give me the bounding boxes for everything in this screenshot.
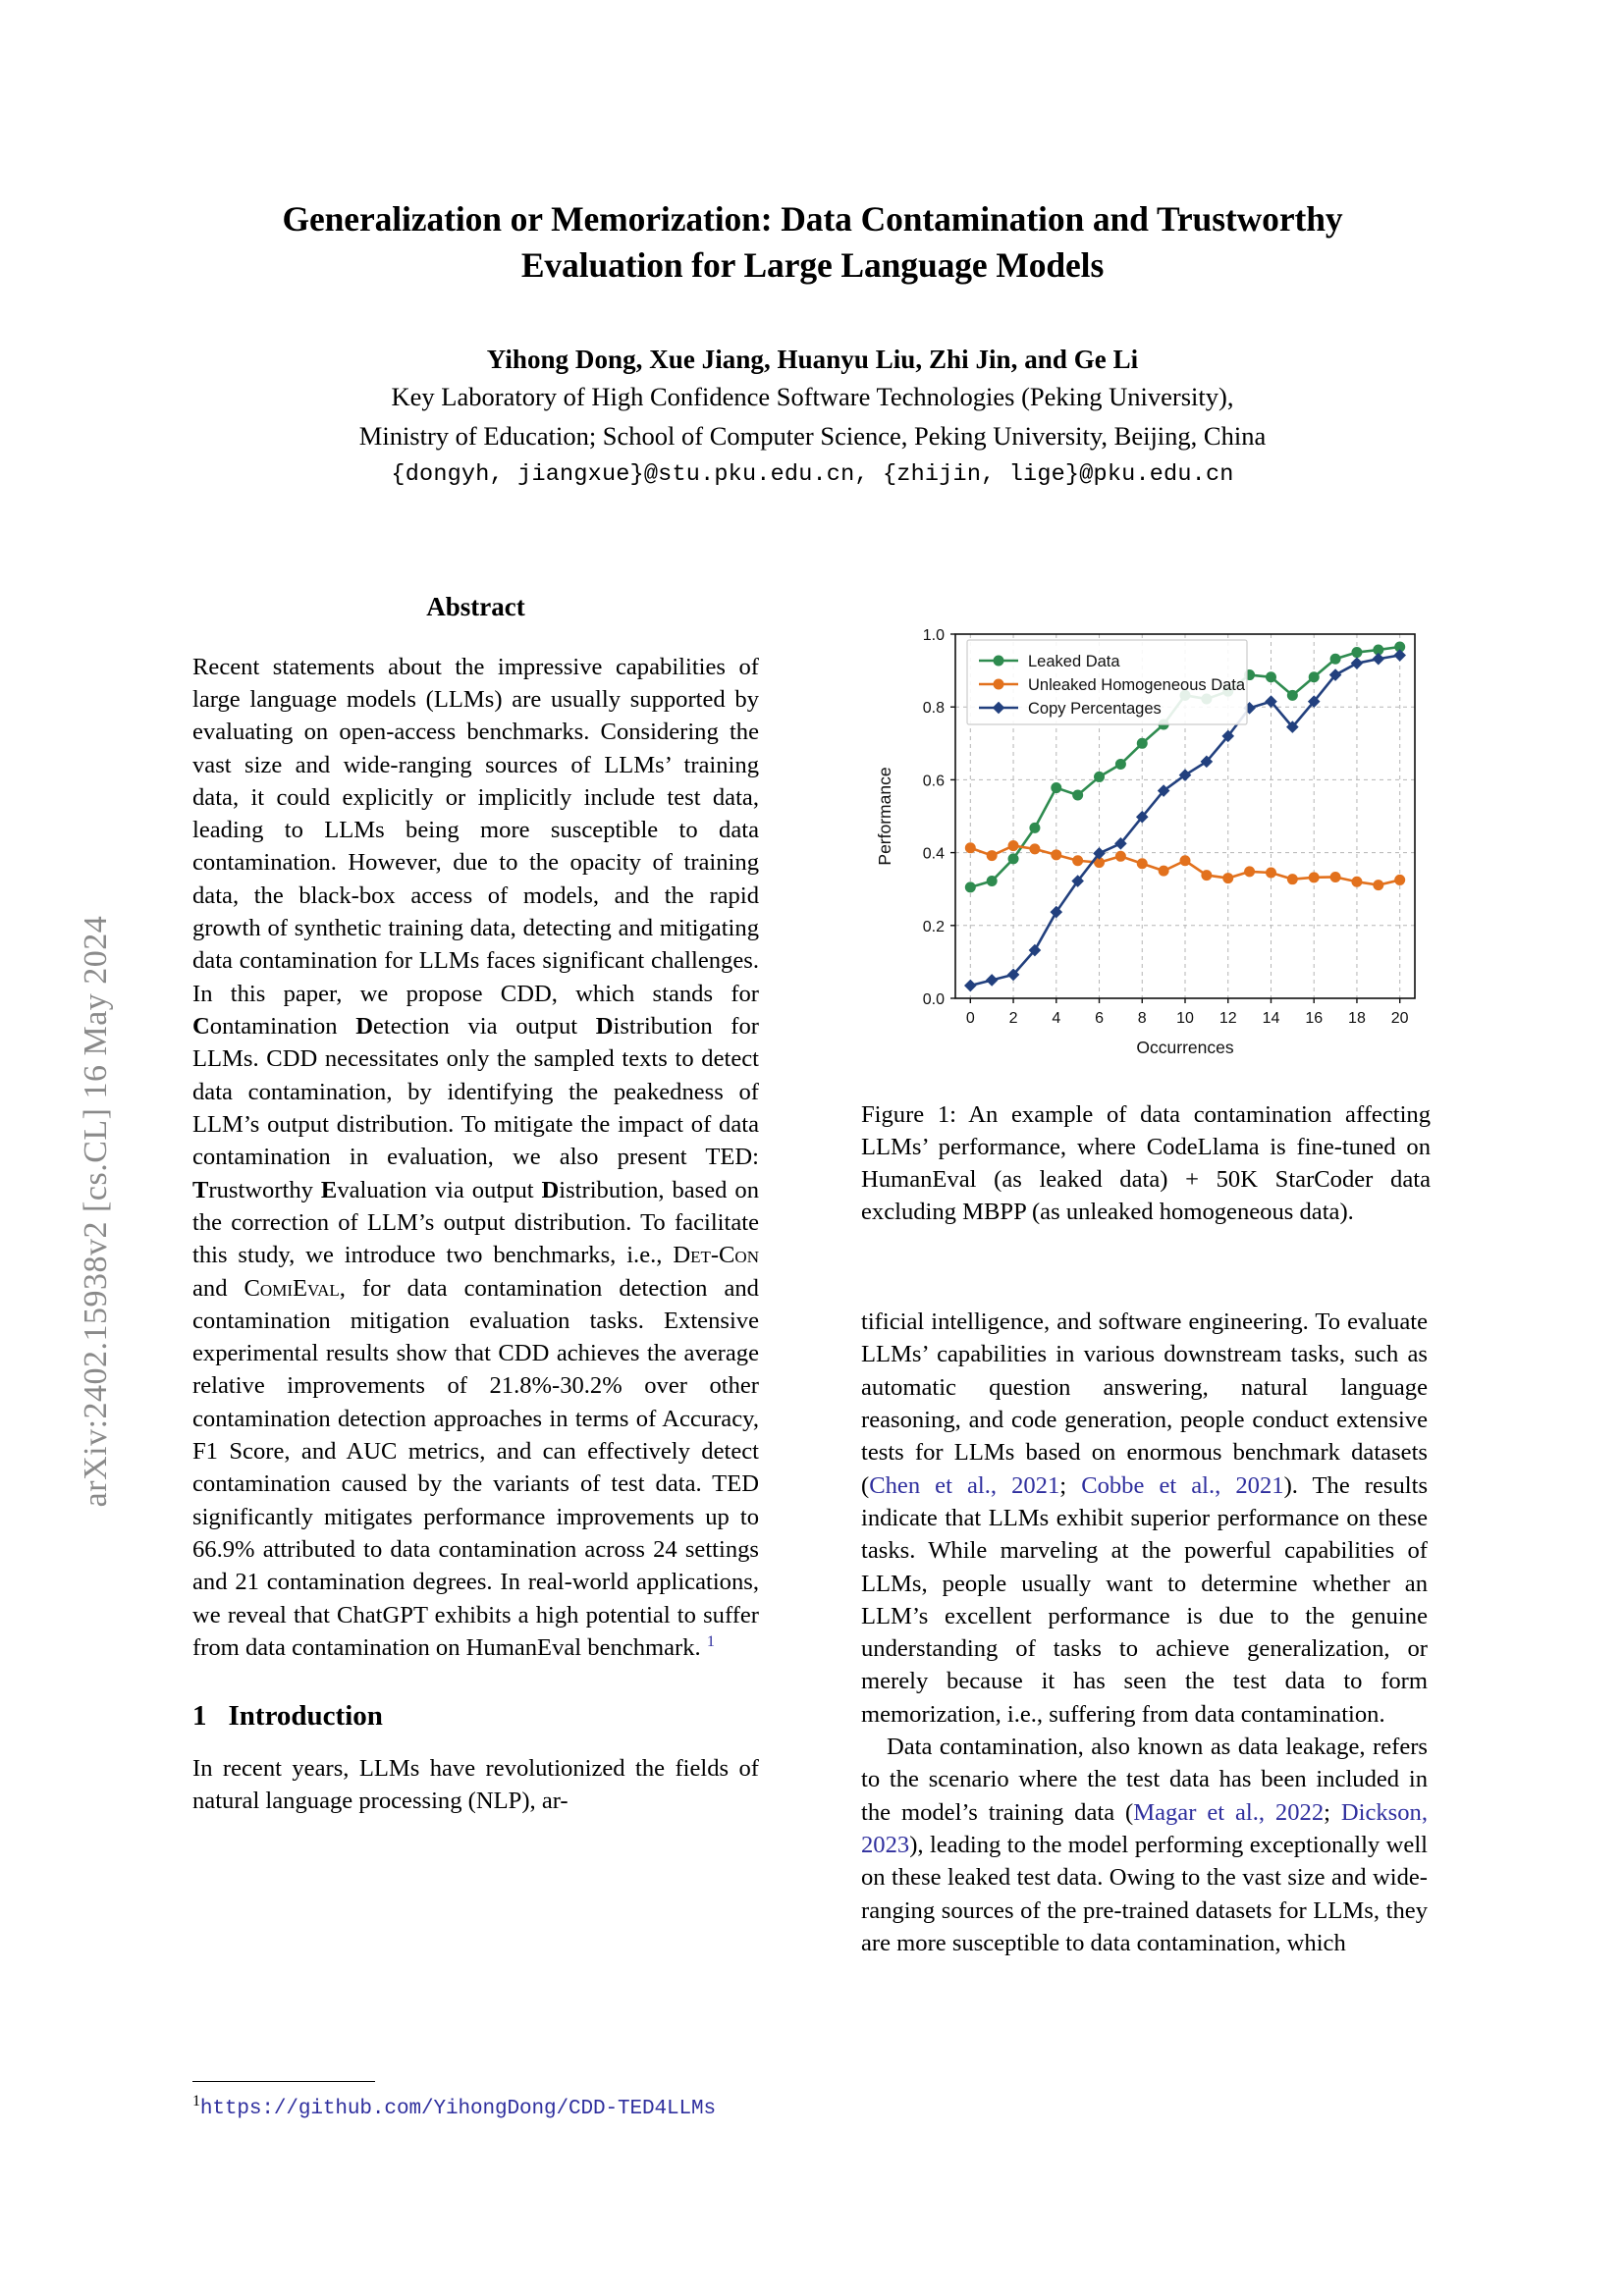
svg-text:Unleaked Homogeneous Data: Unleaked Homogeneous Data — [1028, 676, 1246, 694]
svg-text:4: 4 — [1052, 1010, 1061, 1027]
author-list: Yihong Dong, Xue Jiang, Huanyu Liu, Zhi Jin, and Ge Li — [486, 345, 1139, 375]
intro-paragraph-left: In recent years, LLMs have revolutionized the fields of natural language processing (NLP), ar- — [192, 1754, 759, 1815]
figure-1 — [861, 618, 1431, 1228]
intro-text-3: Data contamination, also known as data leakage, refers to the scenario where the test data has been included in the model’s training data ( — [861, 1734, 1428, 1826]
figure-caption: Figure 1: An example of data contamination affecting LLMs’ performance, where CodeLlama is fine-tuned on HumanEval (as leaked data) + 50K StarCoder data excluding MBPP (as unleaked homogeneous data). — [861, 1101, 1431, 1226]
title-block — [191, 196, 1434, 488]
arxiv-stamp: arXiv:2402.15938v2 [cs.CL] 16 May 2024 — [78, 915, 114, 1508]
svg-text:2: 2 — [1008, 1010, 1018, 1027]
page-title — [191, 196, 1434, 289]
svg-text:0.4: 0.4 — [922, 845, 945, 863]
citation-magar-2022[interactable]: Magar et al., 2022 — [1133, 1798, 1325, 1826]
intro-paragraph-right-2 — [861, 1731, 1428, 1959]
footnote-marker: 1 — [192, 2093, 200, 2110]
citation-dickson-2023[interactable]: Dickson, 2023 — [861, 1798, 1428, 1858]
affiliation-line-1: Key Laboratory of High Confidence Software Technologies (Peking University), — [391, 382, 1234, 412]
footnote-rule — [192, 2081, 375, 2082]
abstract-heading: Abstract — [426, 592, 525, 621]
svg-text:0.8: 0.8 — [922, 700, 945, 718]
affiliation-line-2: Ministry of Education; School of Computer Science, Peking University, Beijing, China — [358, 420, 1267, 451]
abstract-text-8: and — [192, 1274, 244, 1302]
abstract-text-7: istribution, based on the correction of LLM’s output distribution. To facilitate this study, we introduce two benchmarks, i.e., — [192, 1176, 759, 1269]
svg-text:8: 8 — [1137, 1010, 1147, 1027]
right-column — [861, 1306, 1428, 1959]
abstract-text-9: , for data contamination detection and contamination mitigation evaluation tasks. Extensive experimental results show that CDD achieves the average relative improvements of 21.8%-30.2% over other contamination detection approaches in terms of Accuracy, F1 Score, and AUC metrics, and can effectively detect contamination caused by the variants of test data. TED significantly mitigates performance improvements up to 66.9% attributed to data contamination across 24 settings and 21 contamination degrees. In real-world applications, we reveal that ChatGPT exhibits a high potential to suffer from data contamination on HumanEval benchmark. — [192, 1274, 759, 1662]
svg-text:0.2: 0.2 — [922, 918, 945, 935]
abstract-bold-d3: D — [541, 1176, 560, 1203]
svg-text:6: 6 — [1095, 1010, 1104, 1027]
author-emails: {dongyh, jiangxue}@stu.pku.edu.cn, {zhijin, lige}@pku.edu.cn — [391, 461, 1234, 489]
svg-text:Leaked Data: Leaked Data — [1028, 653, 1120, 670]
citation-separator-1: ; — [1059, 1471, 1082, 1499]
abstract-bold-t: T — [192, 1176, 209, 1203]
abstract-text-4: istribution for LLMs. CDD necessitates only the sampled texts to detect data contamination, by identifying the peakedness of LLM’s output distribution. To mitigate the impact of data contamination in evaluation, we also present TED: — [192, 1013, 759, 1171]
svg-text:10: 10 — [1176, 1010, 1194, 1027]
line-chart — [861, 618, 1431, 1075]
abstract-text-6: valuation via output — [337, 1176, 542, 1203]
svg-text:Copy Percentages: Copy Percentages — [1028, 700, 1162, 718]
svg-text:0.0: 0.0 — [922, 991, 945, 1008]
citation-separator-2: ; — [1324, 1798, 1341, 1826]
abstract-text-2: ontamination — [209, 1013, 356, 1041]
footnote-text — [192, 2093, 759, 2120]
footnote — [192, 2081, 759, 2120]
intro-text-4: ), leading to the model performing exceptionally well on these leaked test data. Owing to the vast size and wide-ranging sources of the pre-trained datasets for LLMs, they are more susceptible to data contamination, which — [861, 1832, 1428, 1956]
section-title: Introduction — [228, 1700, 383, 1733]
svg-text:0: 0 — [965, 1010, 975, 1027]
paper-title-line2: Evaluation for Large Language Models — [520, 245, 1105, 286]
intro-text-1: tificial intelligence, and software engineering. To evaluate LLMs’ capabilities in various downstream tasks, such as automatic question answering, natural language reasoning, and code generation, people conduct extensive tests for LLMs based on enormous benchmark datasets ( — [861, 1308, 1428, 1499]
svg-text:14: 14 — [1262, 1010, 1280, 1027]
svg-text:0.6: 0.6 — [922, 773, 945, 790]
citation-chen-2021[interactable]: Chen et al., 2021 — [869, 1471, 1060, 1499]
abstract-bold-c: C — [192, 1013, 210, 1041]
abstract-paragraph — [192, 651, 759, 1665]
left-column — [192, 589, 759, 1817]
benchmark-name-detcon: Det-Con — [673, 1242, 759, 1269]
paper-title-line1: Generalization or Memorization: Data Contamination and Trustworthy — [282, 199, 1343, 239]
abstract-bold-e: E — [320, 1176, 338, 1203]
section-heading-introduction — [192, 1697, 759, 1735]
svg-text:12: 12 — [1218, 1010, 1237, 1027]
abstract-bold-d: D — [355, 1013, 373, 1041]
intro-text-2: ). The results indicate that LLMs exhibit superior performance on these tasks. While marveling at the powerful capabilities of LLMs, people usually want to determine whether an LLM’s excellent performance is due to the genuine understanding of tasks to achieve generalization, or merely because it has seen the test data to form memorization, i.e., suffering from data contamination. — [861, 1471, 1429, 1728]
footnote-url[interactable]: https://github.com/YihongDong/CDD-TED4LLMs — [199, 2098, 716, 2121]
svg-text:Occurrences: Occurrences — [1136, 1038, 1234, 1057]
abstract-footnote-marker: 1 — [706, 1631, 715, 1650]
section-number: 1 — [192, 1700, 207, 1733]
abstract-text-5: rustworthy — [208, 1176, 321, 1203]
svg-text:20: 20 — [1390, 1010, 1409, 1027]
citation-cobbe-2021[interactable]: Cobbe et al., 2021 — [1081, 1471, 1284, 1499]
svg-text:Performance: Performance — [875, 767, 894, 866]
abstract-bold-d2: D — [595, 1013, 614, 1041]
svg-text:16: 16 — [1305, 1010, 1324, 1027]
svg-text:18: 18 — [1348, 1010, 1366, 1027]
abstract-text-3: etection via output — [372, 1013, 596, 1041]
intro-paragraph-right-1 — [861, 1306, 1428, 1731]
abstract-text-1: Recent statements about the impressive capabilities of large language models (LLMs) are usually supported by evaluating on open-access benchmarks. Considering the vast size and wide-ranging sources of LLMs’ training data, it could explicitly or implicitly include test data, leading to LLMs being more susceptible to data contamination. However, due to the opacity of training data, the black-box access of models, and the rapid growth of synthetic training data, detecting and mitigating data contamination for LLMs faces significant challenges. In this paper, we propose CDD, which stands for — [192, 653, 759, 1007]
svg-text:1.0: 1.0 — [922, 627, 945, 644]
benchmark-name-comieval: ComiEval — [244, 1274, 340, 1302]
chart-container — [861, 618, 1431, 1075]
